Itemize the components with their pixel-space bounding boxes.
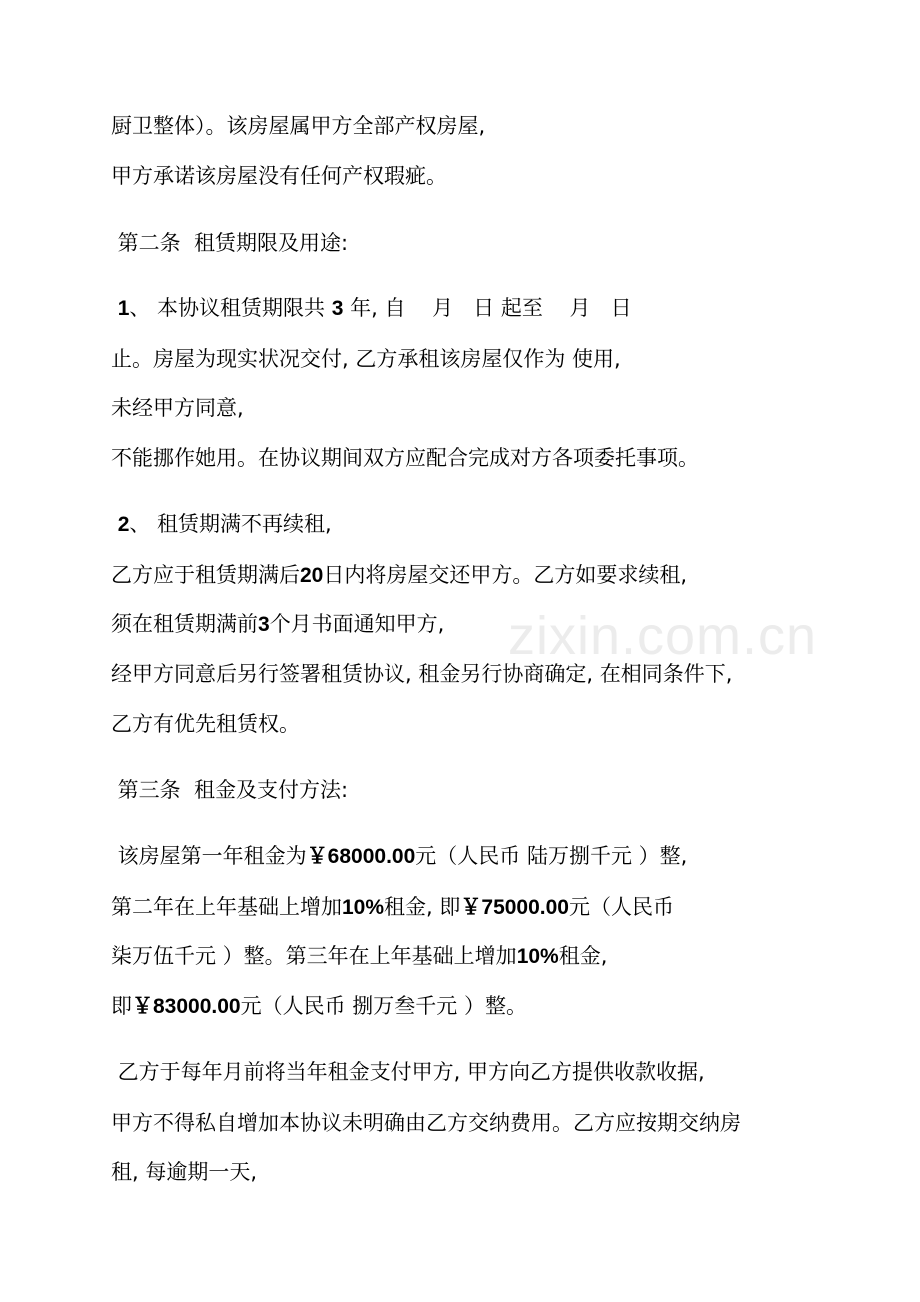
text-line: 乙方有优先租赁权。 (111, 712, 300, 736)
text-line: 租, 每逾期一天, (111, 1160, 258, 1184)
section-heading: 第二条 租赁期限及用途: (111, 231, 349, 255)
text-line: 乙方于每年月前将当年租金支付甲方, 甲方向乙方提供收款收据, (111, 1060, 705, 1084)
text-line: 第二年在上年基础上增加10%租金, 即￥75000.00元（人民币 (111, 895, 674, 919)
text-line: 该房屋第一年租金为￥68000.00元（人民币 陆万捌千元 ）整, (111, 844, 688, 868)
text-line: 须在租赁期满前3个月书面通知甲方, (111, 612, 445, 636)
text-line: 未经甲方同意, (111, 396, 244, 420)
watermark: zixin.com.cn (508, 606, 818, 666)
text-line: 即￥83000.00元（人民币 捌万叁千元 ）整。 (111, 994, 527, 1018)
text-line: 止。房屋为现实状况交付, 乙方承租该房屋仅作为 使用, (111, 347, 621, 371)
text-line: 厨卫整体）。该房屋属甲方全部产权房屋, (111, 114, 486, 138)
text-line: 甲方不得私自增加本协议未明确由乙方交纳费用。乙方应按期交纳房 (111, 1111, 741, 1135)
text-line: 柒万伍千元 ）整。第三年在上年基础上增加10%租金, (111, 944, 608, 968)
clause-item: 1、 本协议租赁期限共 3 年, 自 月 日 起至 月 日 (117, 296, 632, 320)
text-line: 经甲方同意后另行签署租赁协议, 租金另行协商确定, 在相同条件下, (111, 662, 733, 686)
text-line: 乙方应于租赁期满后20日内将房屋交还甲方。乙方如要求续租, (111, 563, 688, 587)
text-line: 不能挪作她用。在协议期间双方应配合完成对方各项委托事项。 (111, 446, 699, 470)
text-line: 甲方承诺该房屋没有任何产权瑕疵。 (111, 164, 447, 188)
section-heading: 第三条 租金及支付方法: (111, 778, 349, 802)
clause-item: 2、 租赁期满不再续租, (117, 512, 332, 536)
